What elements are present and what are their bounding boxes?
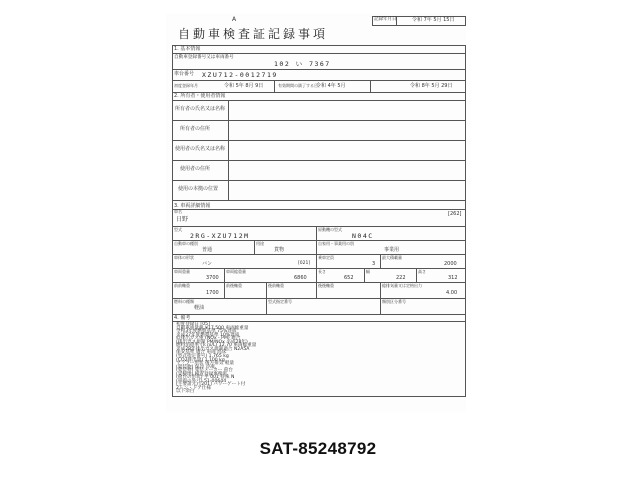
record-date-label: 記録年月日	[374, 17, 397, 22]
user-name-label: 使用者の氏名又は名称	[175, 146, 226, 152]
body-shape-label: 車体の形状	[174, 255, 194, 260]
length-value: 652	[344, 275, 354, 281]
gross-weight-value: 6860	[294, 275, 307, 281]
remarks-line: 以下余白	[176, 389, 195, 395]
inspection-certificate-document	[166, 14, 466, 412]
capacity-label: 乗車定員	[318, 255, 334, 260]
remarks-line: マフラー形状 後方排気 軽量	[176, 361, 235, 367]
remarks-line: (CO2排出量) 1,100 kg	[176, 357, 225, 363]
expiry-value: 令和 8年 5月 29日	[410, 83, 453, 89]
stock-number-text: SAT-85248792	[259, 439, 377, 458]
registration-number-value: 102 い 7367	[274, 60, 331, 68]
use-label: 用途	[256, 241, 264, 246]
stock-number-label	[248, 432, 388, 466]
displacement-label: 総排気量又は定格出力	[382, 283, 422, 288]
corner-mark: A	[232, 16, 237, 23]
gross-weight-label: 車両総重量	[226, 269, 246, 274]
engine-model-label: 原動機の型式	[318, 227, 342, 232]
user-address-label: 使用者の住所	[180, 166, 211, 172]
owner-address-label: 所有者の住所	[180, 126, 211, 132]
private-business-value: 事業用	[384, 247, 400, 253]
fuel-type-label: 燃料の種類	[174, 299, 194, 304]
section4-heading: 4. 備考	[174, 315, 191, 321]
remarks-line: (主要諸元) [201] パワーゲート付	[176, 382, 246, 388]
engine-model-value: N04C	[352, 232, 374, 240]
remarks-line: 平成27年度燃費基準 10%達成	[176, 332, 240, 338]
type-cert-number-label: 型式指定番号	[268, 299, 292, 304]
capacity-value: 3	[372, 261, 376, 267]
front-front-axle-value: 1700	[206, 290, 219, 296]
remarks-line: 令和3年度燃費基準 75%達成	[176, 329, 237, 335]
body-shape-code: [021]	[298, 261, 311, 266]
front-rear-axle-label: 前後軸重	[226, 283, 242, 288]
remarks-line: (架装物) 架装メーカー 荷台	[176, 368, 233, 374]
length-label: 長さ	[318, 269, 326, 274]
body-shape-value: バン	[202, 261, 213, 267]
vehicle-weight-label: 車両重量	[174, 269, 190, 274]
chassis-number-value: XZU712-0012719	[202, 71, 278, 79]
rear-front-axle-label: 後前軸重	[268, 283, 284, 288]
displacement-value: 4.00	[446, 290, 458, 296]
remarks-line: (受検地) 検査登録事務所	[176, 371, 227, 377]
remarks-line: 自動車重量税 ¥17,500 車両総重量	[176, 325, 249, 331]
remarks-line: 燃料消費率 (ｋｍ/L) 12.70 車両総重量	[176, 343, 257, 349]
owner-name-label: 所有者の氏名又は名称	[175, 106, 226, 112]
remarks-line: (荷台の形状) 平 001 特殊 N	[176, 375, 235, 381]
document-title: 自動車検査証記録事項	[178, 27, 329, 41]
fuel-type-value: 軽油	[194, 305, 205, 311]
private-business-label: 自家用・事業用の別	[318, 241, 354, 246]
height-label: 高さ	[418, 269, 426, 274]
width-label: 幅	[366, 269, 370, 274]
vehicle-weight-value: 3700	[206, 275, 219, 281]
remarks-line: 初度登録日 [05]	[176, 322, 210, 327]
first-registration-label: 初度登録年月	[174, 83, 198, 88]
category-value: 普通	[202, 247, 213, 253]
section2-heading: 2. 所有者・使用者情報	[174, 93, 226, 99]
use-value: 貨物	[274, 247, 285, 253]
remarks-line: (型式指定番号) 1,765 kg	[176, 353, 229, 359]
record-date-value: 令和 7年 5月 15日	[412, 17, 455, 23]
front-front-axle-label: 前前軸重	[174, 283, 190, 288]
model-value: 2RG-XZU712M	[190, 232, 250, 240]
registration-number-label: 自動車登録番号又は車両番号	[174, 55, 234, 60]
remarks-line: (架装物) 保冷 冷凍	[176, 364, 215, 370]
rear-rear-axle-label: 後後軸重	[318, 283, 334, 288]
validity-label: 有効期間の満了する日	[278, 83, 318, 88]
classification-number-label: 類別区分番号	[382, 299, 406, 304]
maker-value: 日野	[176, 216, 189, 223]
chassis-number-label: 車台番号	[174, 71, 195, 77]
remarks-line: (車両の外寸) 51-00644	[176, 378, 227, 384]
first-registration-value: 令和 5年 8月 9日	[224, 83, 264, 89]
maker-label: 車名	[174, 209, 182, 214]
height-value: 312	[448, 275, 458, 281]
max-load-value: 2000	[444, 261, 457, 267]
remarks-line: 保安基準 適合 車両 高床	[176, 350, 227, 356]
width-value: 222	[396, 275, 406, 281]
section3-heading: 3. 車両詳細情報	[174, 203, 211, 209]
model-label: 型式	[174, 227, 182, 232]
remarks-line: 平成28年排出ガス規制適合 N2A5A	[176, 346, 250, 352]
remarks-line: (排出ガス規制 PM/NOx 平成28年)	[176, 339, 248, 345]
category-label: 自動車の種別	[174, 241, 198, 246]
maker-code: [262]	[448, 211, 462, 217]
section1-heading: 1. 基本情報	[174, 46, 201, 52]
remarks-line: 2トン・ドア仕様	[176, 385, 211, 391]
remarks-line: 低排出ガス車 (NOx・PM) 適合	[176, 336, 241, 342]
validity-value: 令和 4年 5月	[316, 83, 346, 89]
max-load-label: 最大積載量	[382, 255, 402, 260]
base-location-label: 使用の本拠の位置	[178, 186, 219, 192]
